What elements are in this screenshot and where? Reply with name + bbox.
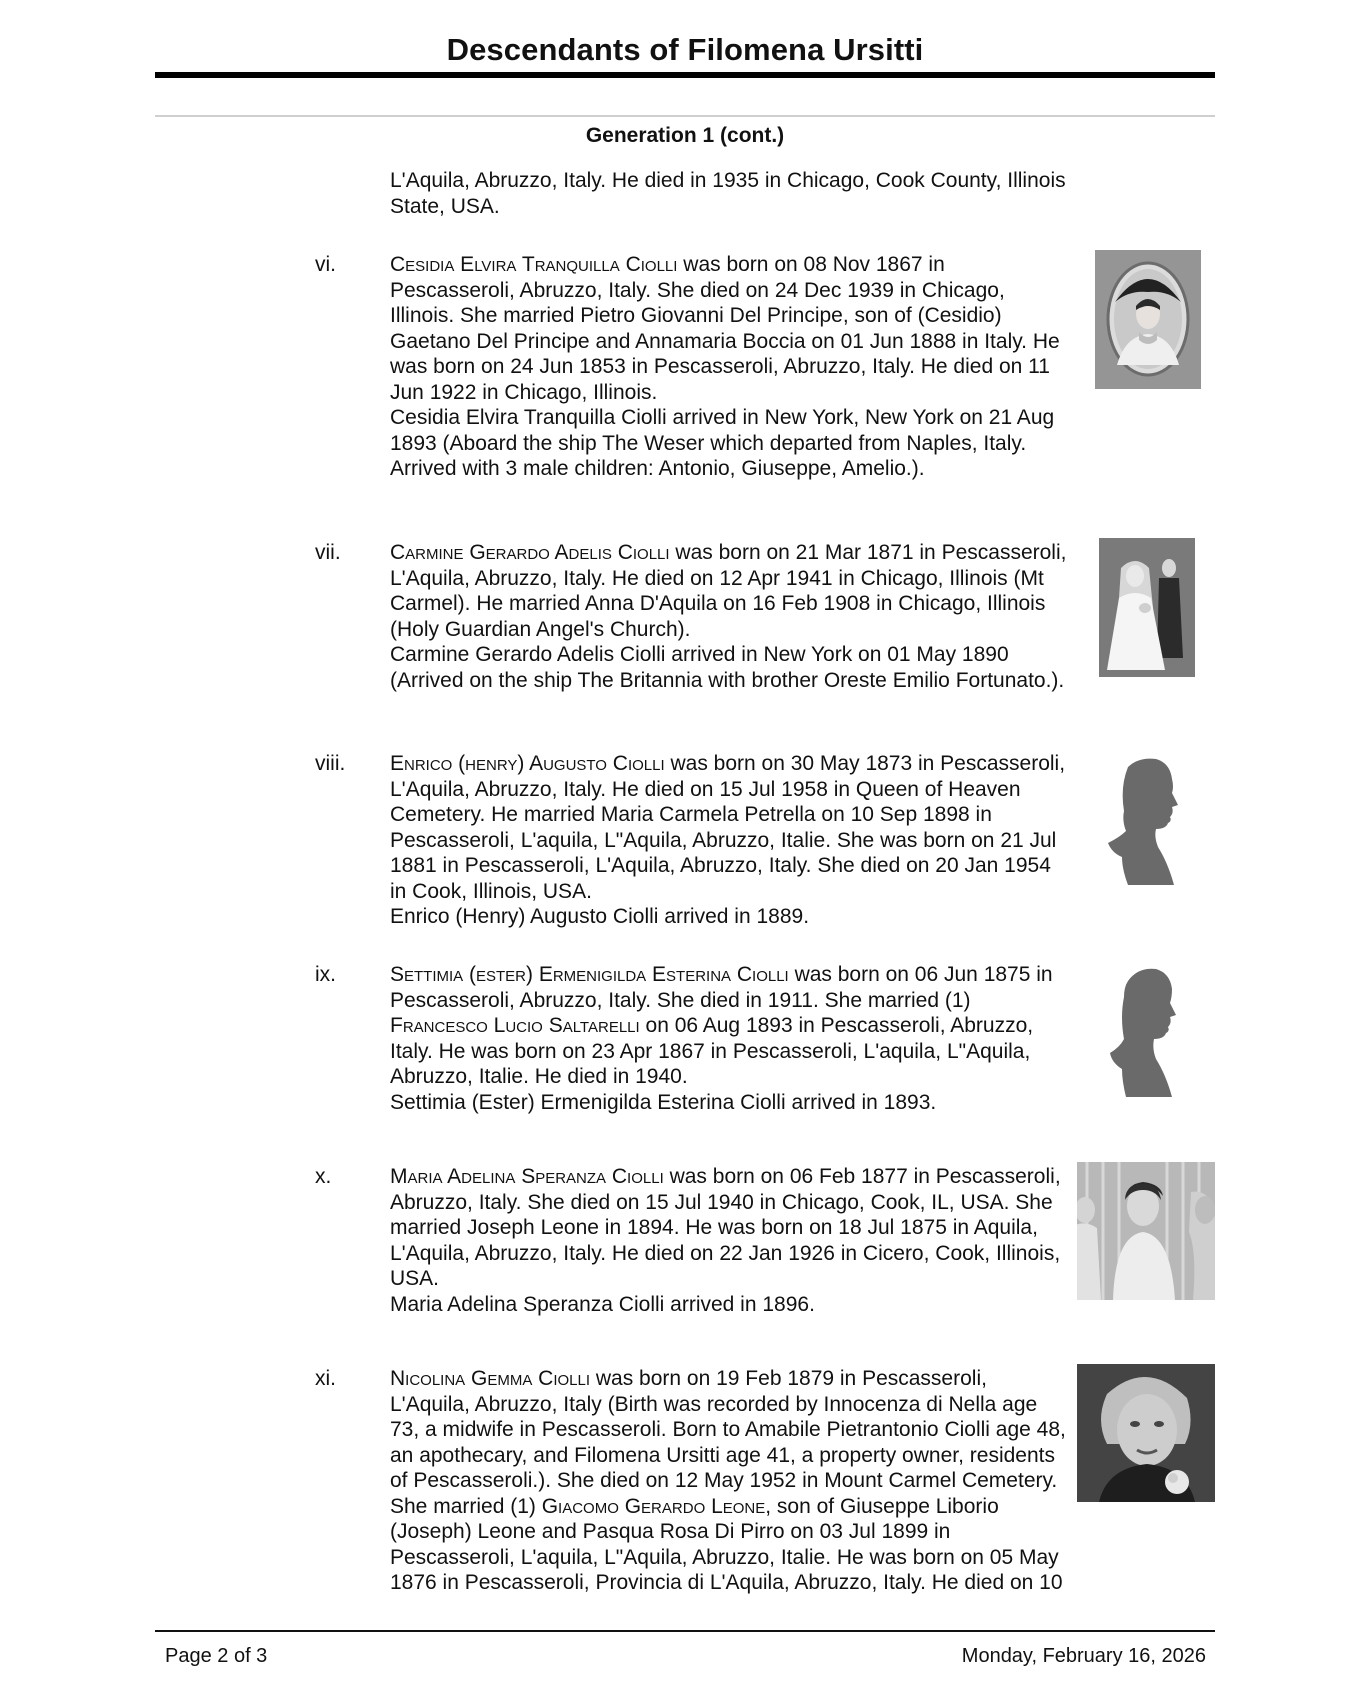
entry-note: Settimia (Ester) Ermenigilda Esterina Ciolli arrived in 1893. bbox=[390, 1090, 937, 1114]
entry-note: Carmine Gerardo Adelis Ciolli arrived in New York on 01 May 1890 (Arrived on the ship The Britannia with brother Oreste Emilio Fortunato.). bbox=[390, 643, 1065, 692]
entry-body: was born on 30 May 1873 in Pescasseroli, L'Aquila, Abruzzo, Italy. He died on 15 Jul 1958 in Queen of Heaven Cemetery. He married Maria Carmela Petrella on 10 Sep 1898 in Pescasseroli, L'aquila, L"Aquila, Abruzzo, Italie. She was born on 21 Jul 1881 in Pescasseroli, L'Aquila, Abruzzo, Italy. She died on 20 Jan 1954 in Cook, Illinois, USA. bbox=[390, 752, 1066, 903]
entry-body-cont: on 06 Aug 1893 in Pescasseroli, Abruzzo, Italy. He was born on 23 Apr 1867 in Pescasseroli, L'aquila, L"Aquila, Abruzzo, Italie. He died in 1940. bbox=[390, 1014, 1034, 1088]
entry-text bbox=[390, 252, 1070, 482]
entry-text bbox=[390, 1366, 1070, 1596]
entry-number: viii. bbox=[315, 752, 346, 775]
person-name: Nicolina Gemma Ciolli bbox=[390, 1367, 591, 1390]
male-silhouette-icon bbox=[1108, 757, 1184, 885]
entry-body: was born on 21 Mar 1871 in Pescasseroli, L'Aquila, Abruzzo, Italy. He died on 12 Apr 1941 in Chicago, Illinois (Mt Carmel). He married Anna D'Aquila on 16 Feb 1908 in Chicago, Illinois (Holy Guardian Angel's Church). bbox=[390, 541, 1067, 641]
person-name: Maria Adelina Speranza Ciolli bbox=[390, 1165, 664, 1188]
entry-body: was born on 08 Nov 1867 in Pescasseroli, Abruzzo, Italy. She died on 24 Dec 1939 in Chicago, Illinois. She married Pietro Giovanni Del Principe, son of (Cesidio) Gaetano Del Principe and Annamaria Boccia on 01 Jun 1888 in Italy. He was born on 24 Jun 1853 in Pescasseroli, Abruzzo, Italy. He died on 11 Jun 1922 in Chicago, Illinois. bbox=[390, 253, 1060, 404]
portrait-photo bbox=[1095, 250, 1201, 389]
footer-divider bbox=[155, 1630, 1215, 1632]
spouse-name: Francesco Lucio Saltarelli bbox=[390, 1014, 640, 1037]
entry-text bbox=[390, 962, 1070, 1115]
person-name: Settimia (ester) Ermenigilda Esterina Ciolli bbox=[390, 963, 789, 986]
print-date: Monday, February 16, 2026 bbox=[961, 1645, 1206, 1667]
page-title: Descendants of Filomena Ursitti bbox=[446, 32, 924, 67]
entry-body-cont: , son of Giuseppe Liborio (Joseph) Leone and Pasqua Rosa Di Pirro on 03 Jul 1899 in Pescasseroli, L'aquila, L"Aquila, Abruzzo, Italie. He was born on 05 May 1876 in Pescasseroli, Provincia di L'Aquila, Abruzzo, Italy. He died on 10 bbox=[390, 1494, 1063, 1594]
entry-number: vi. bbox=[315, 253, 336, 276]
entry-text bbox=[390, 751, 1070, 930]
female-silhouette-icon bbox=[1110, 967, 1182, 1097]
wedding-photo bbox=[1099, 538, 1195, 677]
entry-body: was born on 19 Feb 1879 in Pescasseroli, L'Aquila, Abruzzo, Italy (Birth was recorded by Innocenza di Nella age 73, a midwife in Pescasseroli. Born to Amabile Pietrantonio Ciolli age 48, an apothecary, and Filomena Ursitti age 41, a property owner, residents of Pescasseroli.). She died on 12 May 1952 in Mount Carmel Cemetery. She married (1) bbox=[390, 1367, 1066, 1518]
entry-number: ix. bbox=[315, 963, 336, 986]
page-number: Page 2 of 3 bbox=[165, 1645, 268, 1667]
title-rule bbox=[155, 72, 1215, 78]
entry-body: was born on 06 Feb 1877 in Pescasseroli, Abruzzo, Italy. She died on 15 Jul 1940 in Chicago, Cook, IL, USA. She married Joseph Leone in 1894. He was born on 18 Jul 1875 in Aquila, L'Aquila, Abruzzo, Italy. He died on 22 Jan 1926 in Cicero, Cook, Illinois, USA. bbox=[390, 1165, 1061, 1290]
entry-text bbox=[390, 1164, 1070, 1317]
group-photo bbox=[1077, 1162, 1215, 1300]
entry-text bbox=[390, 540, 1070, 693]
entry-number: vii. bbox=[315, 541, 341, 564]
header-divider bbox=[155, 115, 1215, 117]
entry-note: Maria Adelina Speranza Ciolli arrived in 1896. bbox=[390, 1292, 815, 1316]
elderly-portrait-photo bbox=[1077, 1364, 1215, 1502]
spouse-name: Giacomo Gerardo Leone bbox=[541, 1494, 766, 1518]
entry-note: Enrico (Henry) Augusto Ciolli arrived in 1889. bbox=[390, 905, 810, 928]
entry-number: xi. bbox=[315, 1367, 336, 1390]
person-name: Carmine Gerardo Adelis Ciolli bbox=[390, 541, 670, 564]
entry-note: Cesidia Elvira Tranquilla Ciolli arrived in New York, New York on 21 Aug 1893 (Aboard the ship The Weser which departed from Naples, Italy. Arrived with 3 male children: Antonio, Giuseppe, Amelio.). bbox=[390, 406, 1055, 480]
entry-number: x. bbox=[315, 1165, 332, 1188]
person-name: Enrico (henry) Augusto Ciolli bbox=[390, 752, 665, 775]
generation-heading: Generation 1 (cont.) bbox=[585, 124, 785, 147]
person-name: Cesidia Elvira Tranquilla Ciolli bbox=[390, 253, 678, 276]
entry-body: was born on 06 Jun 1875 in Pescasseroli, Abruzzo, Italy. She died in 1911. She married (1) bbox=[390, 963, 1053, 1012]
continued-text: L'Aquila, Abruzzo, Italy. He died in 1935 in Chicago, Cook County, Illinois State, USA. bbox=[390, 169, 1066, 218]
